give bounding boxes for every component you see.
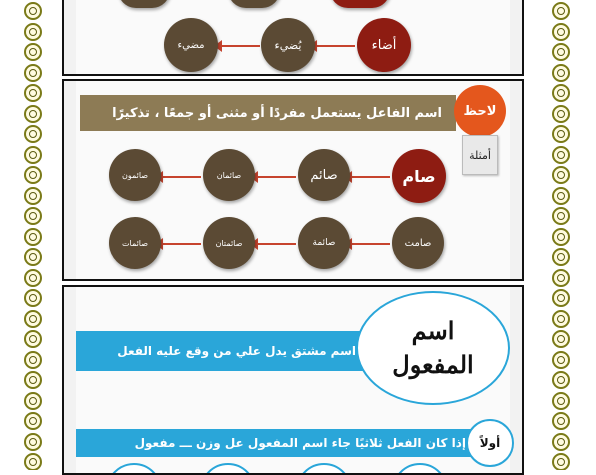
ring-ornament: [24, 269, 42, 287]
ring-ornament: [552, 371, 570, 389]
ring-ornament: [24, 310, 42, 328]
arrow-left: [350, 243, 390, 245]
ring-ornament: [24, 392, 42, 410]
arrow-left: [256, 176, 296, 178]
title-ellipse: اسم المفعول: [356, 291, 510, 405]
dual-participle-circle: صائمان: [203, 149, 255, 201]
decorative-border-right: [550, 0, 574, 470]
arrow-left: [220, 45, 260, 47]
ring-ornament: [24, 84, 42, 102]
ring-ornament: [24, 187, 42, 205]
ring-ornament: [552, 2, 570, 20]
ring-ornament: [24, 371, 42, 389]
ring-ornament: [24, 166, 42, 184]
ring-ornament: [24, 43, 42, 61]
verb-circle: صام: [392, 149, 446, 203]
ring-ornament: [24, 146, 42, 164]
ring-ornament: [552, 166, 570, 184]
slide-passive-participle: [62, 285, 524, 475]
ring-ornament: [24, 412, 42, 430]
arrow-left: [161, 243, 201, 245]
dual-feminine-circle: صائمتان: [203, 217, 255, 269]
arrow-left: [256, 243, 296, 245]
ring-ornament: [552, 330, 570, 348]
arrow-left: [315, 45, 355, 47]
singular-feminine-circle: صائمة: [298, 217, 350, 269]
ring-ornament: [24, 2, 42, 20]
plural-feminine-circle: صائمات: [109, 217, 161, 269]
ring-ornament: [24, 105, 42, 123]
ring-ornament: [24, 289, 42, 307]
note-badge: لاحظ: [454, 85, 506, 137]
active-participle-circle: مضيء: [164, 18, 218, 72]
verb-present-circle: يُضيء: [261, 18, 315, 72]
ring-ornament: [552, 228, 570, 246]
ring-ornament: [552, 433, 570, 451]
ring-ornament: [552, 289, 570, 307]
ring-ornament: [24, 228, 42, 246]
examples-tab[interactable]: أمثلة: [462, 135, 498, 175]
slide-active-participle-forms: [62, 79, 524, 281]
arrow-left: [161, 176, 201, 178]
slide-active-participle-chain: [62, 0, 524, 76]
ring-ornament: [552, 84, 570, 102]
ring-ornament: [24, 330, 42, 348]
ring-ornament: [552, 64, 570, 82]
ring-ornament: [24, 125, 42, 143]
ring-ornament: [552, 187, 570, 205]
ring-ornament: [552, 23, 570, 41]
rule-banner: إذا كان الفعل ثلاثيًا جاء اسم المفعول عل وزن ـــ مفعول: [76, 429, 476, 457]
ring-ornament: [24, 64, 42, 82]
ring-ornament: [24, 351, 42, 369]
arrow-left: [350, 176, 390, 178]
ring-ornament: [552, 105, 570, 123]
decorative-border-left: [22, 0, 46, 470]
verb-past-circle: أضاء: [357, 18, 411, 72]
ring-ornament: [552, 207, 570, 225]
ring-ornament: [24, 433, 42, 451]
ring-ornament: [552, 351, 570, 369]
ring-ornament: [552, 146, 570, 164]
ring-ornament: [552, 269, 570, 287]
ring-ornament: [552, 412, 570, 430]
ring-ornament: [552, 125, 570, 143]
first-label-circle: أولاً: [466, 419, 514, 467]
ring-ornament: [24, 23, 42, 41]
ring-ornament: [552, 310, 570, 328]
ring-ornament: [24, 207, 42, 225]
singular-participle-circle: صائم: [298, 149, 350, 201]
feminine-verb-circle: صامت: [392, 217, 444, 269]
ring-ornament: [552, 453, 570, 470]
ring-ornament: [552, 248, 570, 266]
definition-banner: اسم مشتق يدل علي من وقع عليه الفعل: [76, 331, 366, 371]
ring-ornament: [552, 43, 570, 61]
rule-banner: اسم الفاعل يستعمل مفردًا أو مثنى أو جمعًا ، تذكيرًا: [80, 95, 456, 131]
ring-ornament: [24, 248, 42, 266]
plural-participle-circle: صائمون: [109, 149, 161, 201]
ring-ornament: [24, 453, 42, 470]
ring-ornament: [552, 392, 570, 410]
